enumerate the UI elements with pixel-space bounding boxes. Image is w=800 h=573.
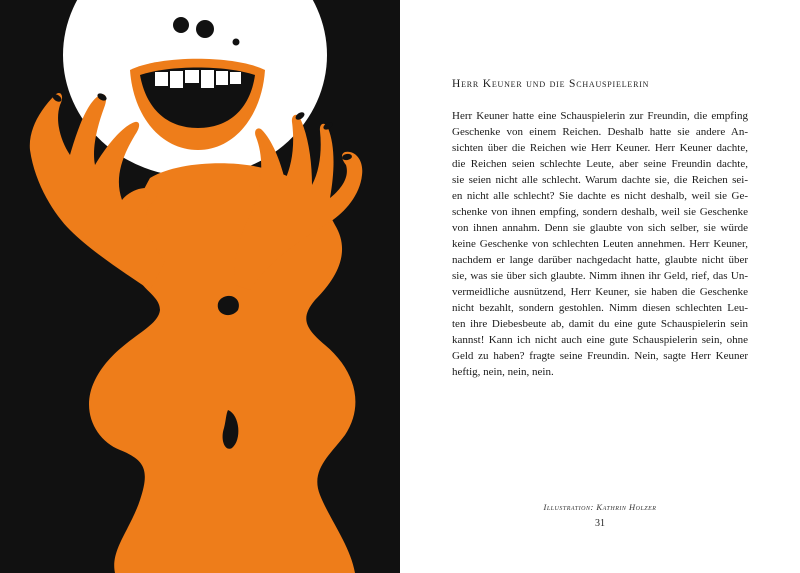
text-line: die Reichen seien schlechte Leute, aber seine Freundin dachte, xyxy=(452,158,748,170)
text-line: kannst! Kann ich nicht auch eine gute Schauspielerin sein, ohne xyxy=(452,334,748,346)
tooth xyxy=(216,71,228,85)
tooth xyxy=(230,72,241,84)
tooth xyxy=(170,71,183,88)
text-line: vermeidliche ausnützend, Herr Keuner, sie haben die Geschenke xyxy=(452,286,748,298)
chapter-title: Herr Keuner und die Schauspielerin xyxy=(452,78,650,90)
text-line: Geld zu haben? fragte seine Freundin. Nein, sagte Herr Keuner xyxy=(452,350,748,362)
text-line: sichten über die Reichen wie Herr Keuner. Herr Keuner dachte, xyxy=(452,142,748,154)
tooth xyxy=(185,70,199,83)
text-line: en nicht alle schlecht? Sie dachte es nicht deshalb, weil sie Ge- xyxy=(452,190,748,202)
page-number: 31 xyxy=(595,518,605,529)
text-line: sie seien nicht alle schlecht. Warum dachte sie, die Reichen sei- xyxy=(452,174,748,186)
left-eye xyxy=(173,17,189,33)
text-line: heftig, nein, nein, nein. xyxy=(452,366,554,378)
text-line: sie, was sie über sich glaubte. Nimm ihnen ihr Geld, rief, das Un- xyxy=(452,270,748,282)
text-line: nachdem er lange darüber nachgedacht hatte, glaubte nicht über xyxy=(452,254,748,266)
beauty-mark xyxy=(233,39,240,46)
tooth xyxy=(201,70,214,88)
right-eye xyxy=(196,20,214,38)
text-line: schenke von ihnen empfing, sondern deshalb, weil sie Geschenke xyxy=(452,206,748,218)
text-page xyxy=(400,0,800,573)
tooth xyxy=(155,72,168,86)
text-line: Geschenke von einem Reichen. Deshalb hatte sie andere An- xyxy=(452,126,748,138)
text-line: von ihnen annahm. Denn sie glaubte von sich selber, sie würde xyxy=(452,222,748,234)
text-line: Herr Keuner hatte eine Schauspielerin zur Freundin, die empfing xyxy=(452,110,748,122)
text-line: ten ihre Diebesbeute ab, damit du eine gute Schauspielerin sein xyxy=(452,318,748,330)
illustration-credit: Illustration: Kathrin Holzer xyxy=(543,502,657,512)
text-line: keine Geschenke von schlechten Leuten annehmen. Herr Keuner, xyxy=(452,238,748,250)
text-line: nicht bezahlt, sondern gestohlen. Nimm diesen schlechten Leu- xyxy=(452,302,748,314)
story-body xyxy=(452,108,748,380)
